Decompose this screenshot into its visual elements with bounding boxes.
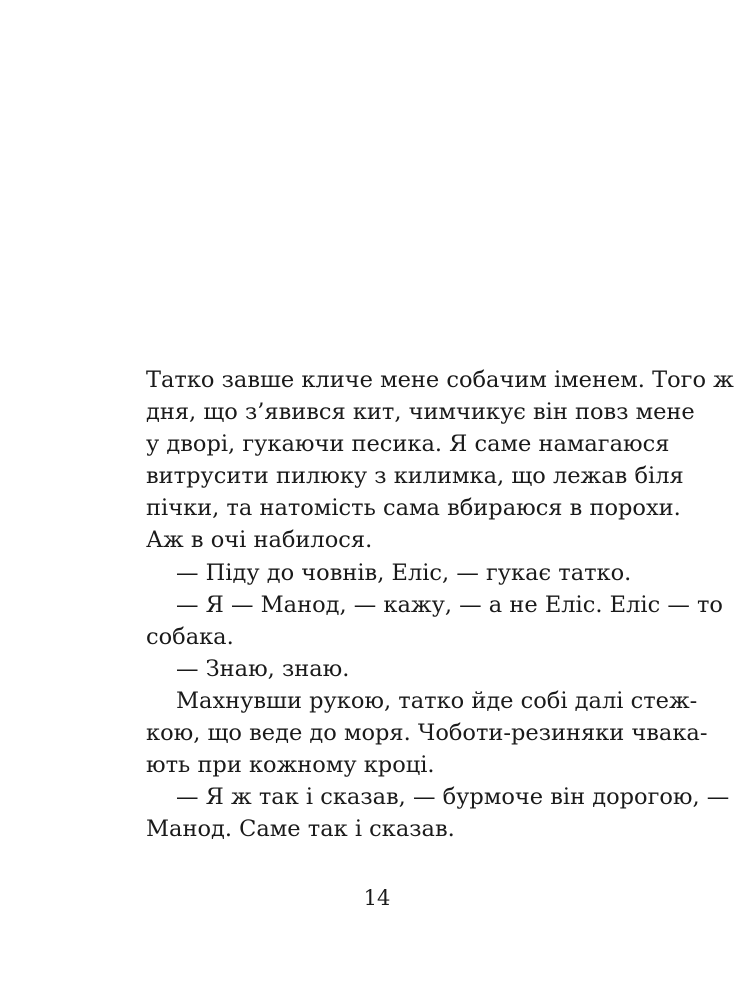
page-number: 14 (363, 886, 391, 910)
text-line: ють при кожному кроці. (146, 752, 435, 779)
dialogue-line: — Я ж так і сказав, — бурмоче він дорогою, — (176, 784, 730, 811)
text-line: собака. (146, 623, 234, 650)
text-line: Манод. Саме так і сказав. (146, 816, 455, 843)
dialogue-line: — Піду до човнів, Еліс, — гукає татко. (176, 559, 632, 586)
body-text (146, 364, 734, 845)
text-line: Татко завше кличе мене собачим іменем. Того ж (146, 367, 734, 393)
text-line: дня, що з’явився кит, чимчикує він повз мене (146, 399, 695, 426)
text-line: витрусити пилюку з килимка, що лежав біля (146, 463, 684, 490)
text-line: кою, що веде до моря. Чоботи-резиняки чвака- (146, 720, 708, 747)
text-line: пічки, та натомість сама вбираюся в порохи. (146, 495, 681, 522)
text-line: у дворі, гукаючи песика. Я саме намагаюся (146, 431, 670, 458)
paragraph-start-line: Махнувши рукою, татко йде собі далі стеж- (176, 687, 698, 714)
dialogue-line: — Знаю, знаю. (176, 655, 350, 682)
dialogue-line: — Я — Манод, — кажу, — а не Еліс. Еліс — то (176, 591, 723, 618)
text-line: Аж в очі набилося. (146, 527, 373, 554)
